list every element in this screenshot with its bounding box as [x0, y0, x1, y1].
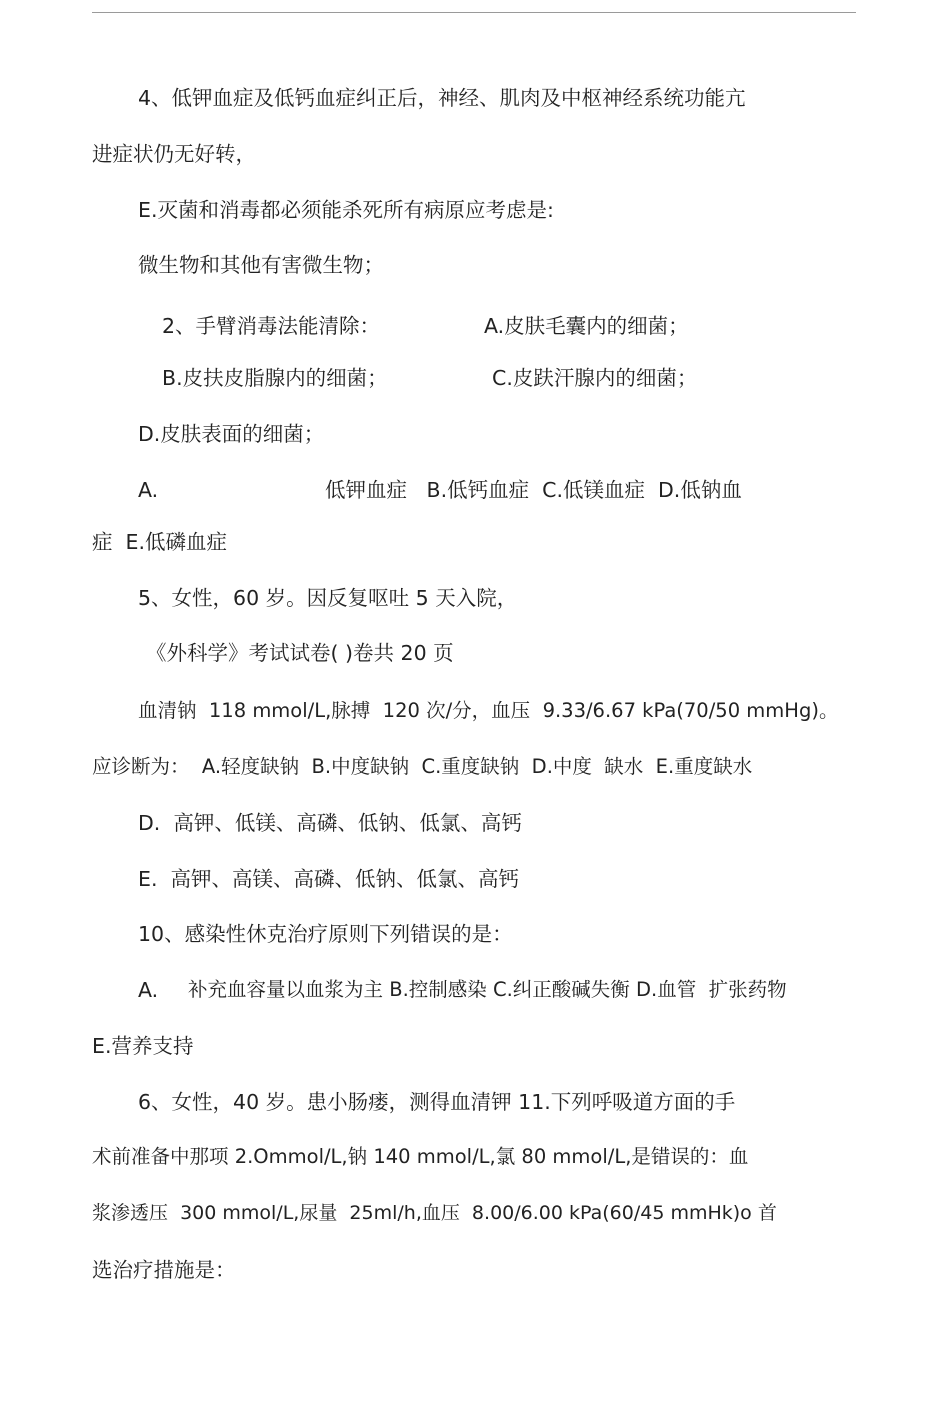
text-line: D.皮肤表面的细菌；	[138, 422, 325, 446]
text-line: 10、感染性休克治疗原则下列错误的是：	[138, 922, 513, 946]
text-line: B.皮扶皮脂腺内的细菌；	[162, 366, 388, 390]
text-line: 4、低钾血症及低钙血症纠正后，神经、肌肉及中枢神经系统功能亢	[138, 86, 746, 110]
text-line: 血清钠 118 mmol/L,脉搏 120 次/分，血压 9.33/6.67 kPa(70/50 mmHg)。	[138, 699, 839, 722]
text-line: 选治疗措施是：	[92, 1258, 236, 1282]
text-line: 术前准备中那项 2.Ommol/L,钠 140 mmol/L,氯 80 mmol/L,是错误的：血	[92, 1145, 749, 1168]
text-line: 补充血容量以血浆为主 B.控制感染 C.纠正酸碱失衡 D.血管 扩张药物	[188, 978, 787, 1001]
text-line: C.皮趺汗腺内的细菌；	[492, 366, 698, 390]
text-line: 《外科学》考试试卷( )卷共 20 页	[146, 641, 454, 665]
text-line: 2、手臂消毒法能清除：	[162, 314, 381, 338]
text-line: D. 高钾、低镁、高磷、低钠、低氯、高钙	[138, 811, 522, 835]
text-line: 低钾血症 B.低钙血症 C.低镁血症 D.低钠血	[325, 478, 742, 502]
text-line: A.	[138, 478, 159, 502]
text-line: 症 E.低磷血症	[92, 530, 228, 554]
text-line: 微生物和其他有害微生物；	[138, 253, 384, 277]
text-line: E. 高钾、高镁、高磷、低钠、低氯、高钙	[138, 867, 520, 891]
text-line: 浆渗透压 300 mmol/L,尿量 25ml/h,血压 8.00/6.00 kPa(60/45 mmHk)o 首	[92, 1202, 777, 1224]
text-line: E.灭菌和消毒都必须能杀死所有病原应考虑是:	[138, 198, 554, 222]
text-line: 应诊断为： A.轻度缺钠 B.中度缺钠 C.重度缺钠 D.中度 缺水 E.重度缺水	[92, 755, 753, 778]
text-line: 6、女性，40 岁。患小肠瘘，测得血清钾 11.下列呼吸道方面的手	[138, 1090, 736, 1114]
text-line: 进症状仍无好转，	[92, 142, 256, 166]
text-line: A.皮肤毛囊内的细菌；	[484, 314, 689, 338]
text-line: 5、女性，60 岁。因反复呕吐 5 天入院，	[138, 586, 518, 610]
text-line: E.营养支持	[92, 1034, 194, 1058]
text-line: A.	[138, 978, 159, 1002]
header-rule	[92, 12, 856, 13]
